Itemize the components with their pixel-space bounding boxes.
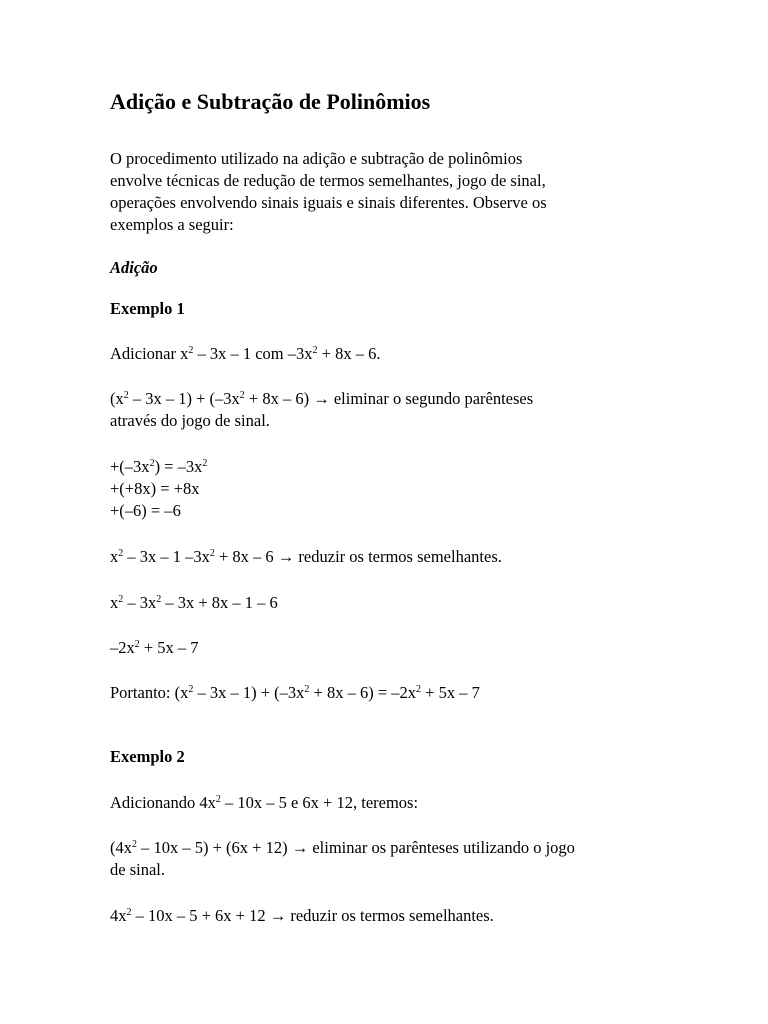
example-1-statement: Adicionar $x^2 - 3x - 1$ com $-3x^2 + 8x - 6$. [110,344,381,363]
example-1-sign-rule-2: +(+8x) = +8x [110,479,200,498]
example-2-step-2: $4x^2 - 10x - 5 + 6x + 12$ → reduzir os termos semelhantes. [110,906,494,925]
intro-line-3: operações envolvendo sinais iguais e sinais diferentes. Observe os [110,193,547,212]
example-1-step-2: $x^2 - 3x - 1$ $-3x^2 + 8x - 6$ → reduzir os termos semelhantes. [110,547,502,566]
section-heading-adicao: Adição [110,258,158,277]
intro-line-1: O procedimento utilizado na adição e subtração de polinômios [110,149,523,168]
page-title: Adição e Subtração de Polinômios [110,89,431,114]
example-2-heading: Exemplo 2 [110,747,185,766]
example-1-step-3: $x^2 - 3x^2 - 3x + 8x - 1 - 6$ [110,593,278,612]
example-2-step-1-line-2: de sinal. [110,860,165,879]
example-1-sign-rule-1: $+(-3x^2) = -3x^2$ [110,457,208,476]
example-1-step-1-line-2: através do jogo de sinal. [110,411,270,430]
example-1-step-4: $-2x^2 + 5x - 7$ [110,638,199,657]
example-1-conclusion: Portanto: $(x^2 - 3x - 1) + (-3x^2 + 8x - 6) = -2x^2 + 5x - 7$ [110,683,480,702]
intro-line-2: envolve técnicas de redução de termos semelhantes, jogo de sinal, [110,171,546,190]
intro-line-4: exemplos a seguir: [110,215,234,234]
example-2-step-1-line-1: $(4x^2 - 10x - 5) + (6x + 12)$ → eliminar os parênteses utilizando o jogo [110,838,575,857]
example-1-heading: Exemplo 1 [110,299,185,318]
example-1-sign-rule-3: +(–6) = –6 [110,501,181,520]
example-1-step-1-line-1: $(x^2 - 3x - 1) + (-3x^2 + 8x - 6)$ → eliminar o segundo parênteses [110,389,534,408]
example-2-statement: Adicionando $4x^2 - 10x - 5$ e 6x + 12, teremos: [110,793,419,812]
